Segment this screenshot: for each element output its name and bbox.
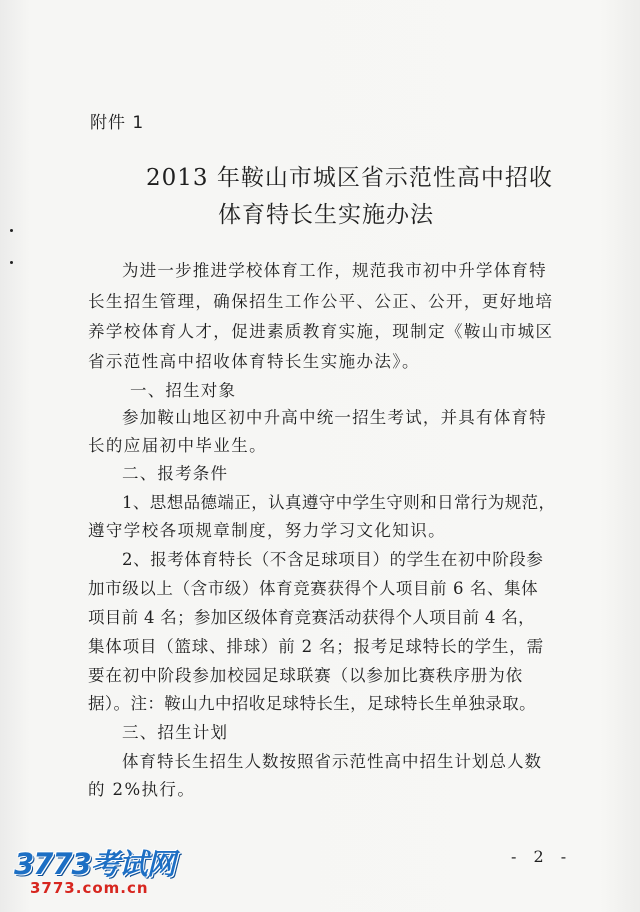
body-line: 据）。注：鞍山九中招收足球特长生，足球特长生单独录取。 [88, 694, 537, 713]
body-line: 1、思想品德端正，认真遵守中学生守则和日常行为规范， [122, 493, 556, 512]
section-heading: 二、报考条件 [122, 464, 229, 483]
body-line: 项目前 4 名；参加区级体育竞赛活动获得个人项目前 4 名， [88, 608, 535, 627]
section-heading: 一、招生对象 [130, 381, 237, 400]
body-line: 长生招生管理，确保招生工作公平、公正、公开，更好地培 [88, 292, 554, 311]
body-line: 的 2%执行。 [88, 780, 196, 799]
body-line: 省示范性高中招收体育特长生实施办法》。 [88, 352, 420, 371]
margin-mark [10, 261, 13, 264]
body-line: 养学校体育人才，促进素质教育实施，现制定《鞍山市城区 [88, 322, 554, 341]
margin-mark [10, 229, 13, 232]
body-line: 参加鞍山地区初中升高中统一招生考试，并具有体育特 [122, 408, 547, 427]
body-line: 为进一步推进学校体育工作，规范我市初中升学体育特 [122, 261, 547, 280]
body-line: 体育特长生招生人数按照省示范性高中招生计划总人数 [122, 752, 542, 771]
body-line: 加市级以上（含市级）体育竞赛获得个人项目前 6 名、集体 [88, 579, 539, 598]
attachment-label: 附件 1 [90, 113, 145, 133]
body-line: 2、报考体育特长（不含足球项目）的学生在初中阶段参 [122, 550, 544, 569]
page-number: - 2 - [511, 847, 573, 866]
document-title-line-1: 2013 年鞍山市城区省示范性高中招收 [146, 165, 553, 191]
document-title-line-2: 体育特长生实施办法 [218, 202, 434, 228]
watermark-url: 3773.com.cn [30, 879, 149, 897]
body-line: 集体项目（篮球、排球）前 2 名；报考足球特长的学生，需 [88, 637, 544, 656]
section-heading: 三、招生计划 [122, 723, 229, 742]
body-line: 要在初中阶段参加校园足球联赛（以参加比赛秩序册为依 [88, 666, 523, 685]
body-line: 长的应届初中毕业生。 [88, 436, 267, 455]
watermark-logo: 3773考试网 [14, 847, 175, 881]
body-line: 遵守学校各项规章制度，努力学习文化知识。 [88, 521, 446, 540]
